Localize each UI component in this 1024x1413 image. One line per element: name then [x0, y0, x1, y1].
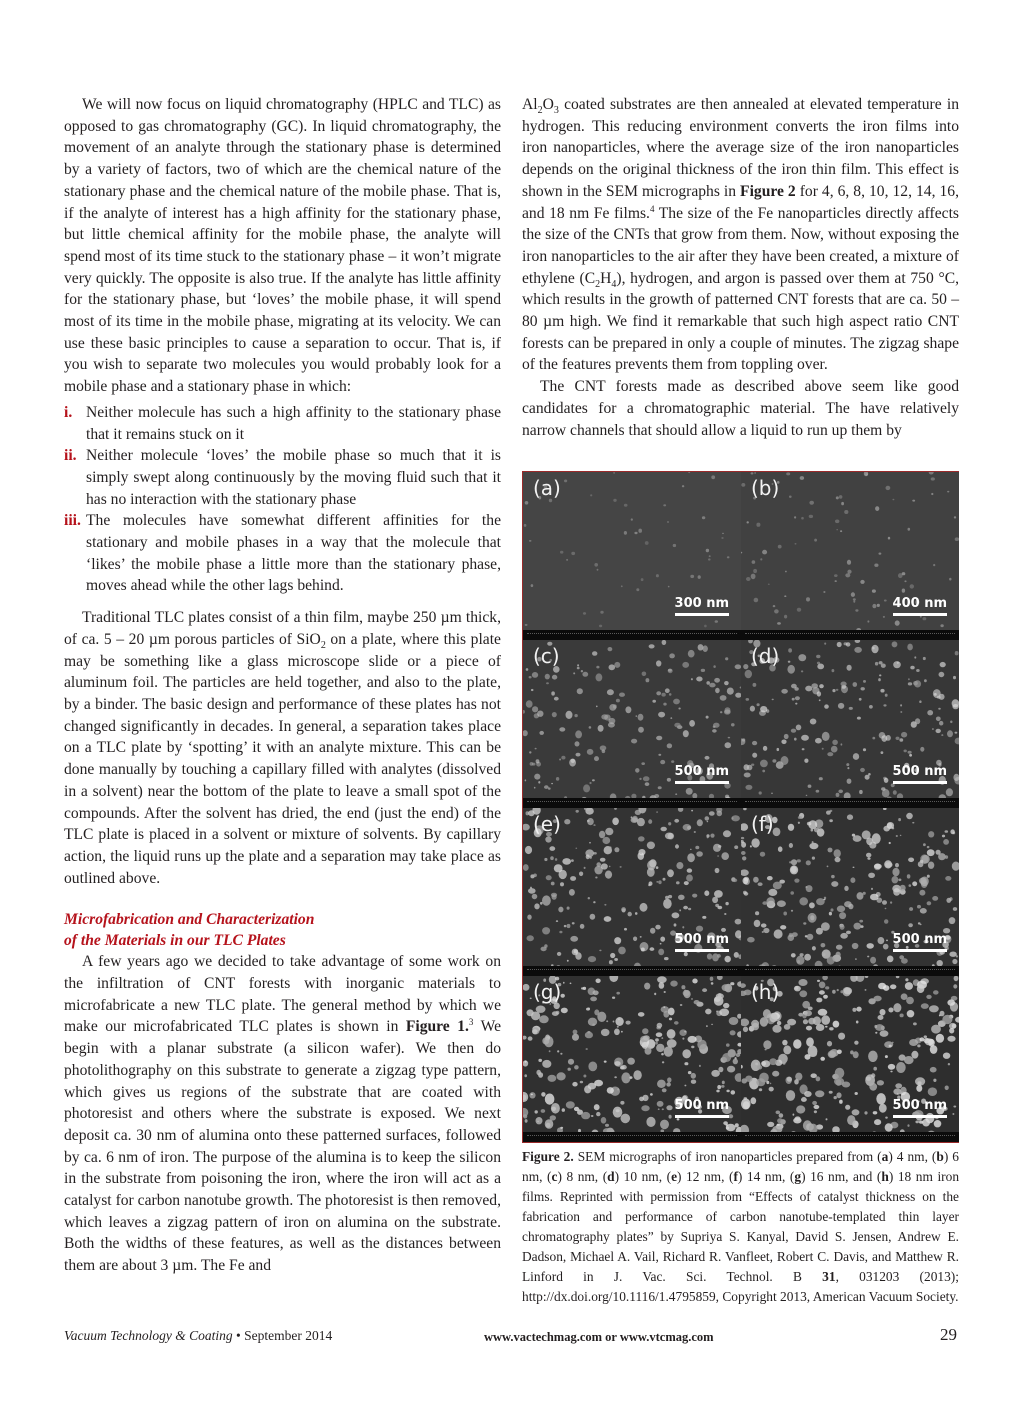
list-item: [64, 510, 501, 597]
intro-paragraph: We will now focus on liquid chromatography (HPLC and TLC) as opposed to gas chromatography (GC). In liquid chromatography, the movement of an analyte through the stationary phase is determined by a variety of factors, two of which are the chemical nature of the stationary phase and the chemical nature of the mobile phase. That is, if the analyte of interest has a high affinity for the stationary phase, but little chemical affinity for the mobile phase, the analyte will spend most of its time stuck to the stationary phase – it won’t migrate very quickly. The opposite is also true. If the analyte has little affinity for the stationary phase, but ‘loves’ the mobile phase, it will spend most of its time in the mobile phase, migrating at its velocity. We can use these basic principles to cause a separation to occur. That is, if you wish to separate two molecules you would probably look for a mobile phase and a stationary phase in which:: [64, 96, 501, 396]
list-item: [64, 402, 501, 445]
scale-bar: [675, 596, 729, 616]
section-heading-line: of the Materials in our TLC Plates: [64, 932, 286, 950]
right-column: [522, 94, 959, 441]
annealing-paragraph: $Al_2O_3$ coated substrates are then annealed at elevated temperature in hydrogen. This reducing environment converts the iron films into iron nanoparticles, where the average size of the iron nanoparticles depends on the original thickness of the iron thin film. This effect is shown in the SEM micrographs in Figure 2 for 4, 6, 8, 10, 12, 14, 16, and 18 nm Fe films.$^4$ The size of the Fe nanoparticles directly affects the size of the CNTs that grow from them. Now, without exposing the iron nanoparticles to the air after they have been created, a mixture of ethylene $(C_2H_4)$, hydrogen, and argon is passed over them at 750 °C, which results in the growth of patterned CNT forests that are ca. 50 – 80 µm high. We find it remarkable that such high aspect ratio CNT forests can be prepared in only a couple of minutes. The zigzag shape of the features prevents them from toppling over.: [522, 96, 959, 374]
list-item: [64, 445, 501, 510]
figure-caption: Figure 2. SEM micrographs of iron nanoparticles prepared from (a) 4 nm, (b) 6 nm, (c) 8 nm, (d) 10 nm, (e) 12 nm, (f) 14 nm, (g) 16 nm, and (h) 18 nm iron films. Reprinted with permission from “Effects of catalyst thickness on the fabrication and performance of carbon nanotube-templated thin layer chromatography plates” by Supriya S. Kanyal, David S. Jensen, Andrew E. Dadson, Michael A. Vail, Richard R. Vanfleet, Robert C. Davis, and Matthew R. Linford in J. Vac. Sci. Technol. B 31, 031203 (2013); http://dx.doi.org/10.1116/1.4795859, Copyright 2013, American Vacuum Society.: [522, 1149, 960, 1304]
footer-journal: [64, 1328, 332, 1344]
sem-figure: [522, 471, 959, 1143]
journal-name: Vacuum Technology & Coating: [64, 1328, 233, 1343]
sem-panel-d: [741, 640, 959, 808]
sem-panel-f: [741, 808, 959, 976]
scale-bar: [893, 1098, 947, 1118]
panel-label: (c): [533, 644, 560, 668]
issue-date: September 2014: [244, 1328, 333, 1343]
conditions-list: [64, 402, 501, 597]
list-item-text: Neither molecule has such a high affinity to the stationary phase that it remains stuck on it: [86, 403, 501, 443]
panel-label: (d): [751, 644, 780, 668]
scale-label: 500 nm: [674, 932, 729, 947]
panel-label: (h): [751, 980, 780, 1004]
microfabrication-paragraph: A few years ago we decided to take advantage of some work on the infiltration of CNT forests with inorganic materials to microfabricate a new TLC plate. The general method by which we make our microfabricated TLC plates is shown in Figure 1.$^3$ We begin with a planar substrate (a silicon wafer). We then do photolithography on this substrate to generate a zigzag type pattern, which gives us regions of the substrate that are coated with photoresist and others where the substrate is exposed. We next deposit ca. 30 nm of alumina onto these patterned surfaces, followed by ca. 6 nm of iron. The purpose of the alumina is to keep the silicon in the substrate from poisoning the iron, where the iron will act as a catalyst for carbon nanotube growth. The photoresist is then removed, which leaves a zigzag pattern of iron on alumina on the substrate. Both the widths of these features, as well as the distances between them are about 3 µm. The Fe and: [64, 953, 501, 1275]
scale-bar: [893, 596, 947, 616]
sem-panel-g: [523, 976, 741, 1142]
panel-label: (a): [533, 476, 561, 500]
panel-label: (e): [533, 812, 561, 836]
footer-website: www.vactechmag.com or www.vtcmag.com: [484, 1330, 714, 1344]
cnt-forest-paragraph: The CNT forests made as described above seem like good candidates for a chromatographic material. The have relatively narrow channels that should allow a liquid to run up them by: [522, 378, 959, 439]
scale-bar: [675, 932, 729, 952]
list-item-text: The molecules have somewhat different affinities for the stationary and mobile phases in a way that the molecule that ‘likes’ the mobile phase a little more than the stationary phase, moves ahead while the other lags behind.: [86, 512, 501, 595]
scale-bar: [893, 764, 947, 784]
sem-panel-e: [523, 808, 741, 976]
page-number: 29: [940, 1325, 957, 1344]
section-heading-line: Microfabrication and Characterization: [64, 911, 315, 929]
scale-bar: [675, 1098, 729, 1118]
sem-panel-h: [741, 976, 959, 1142]
panel-label: (f): [751, 812, 774, 836]
list-item-text: Neither molecule ‘loves’ the mobile phase so much that it is simply swept along continuously by the moving fluid such that it has no interaction with the stationary phase: [86, 447, 501, 508]
scale-label: 500 nm: [892, 764, 947, 779]
left-column: [64, 94, 501, 1277]
scale-label: 500 nm: [892, 932, 947, 947]
scale-label: 500 nm: [674, 764, 729, 779]
list-marker: iii.: [64, 512, 81, 530]
panel-label: (b): [751, 476, 780, 500]
scale-bar: [893, 932, 947, 952]
tlc-paragraph: Traditional TLC plates consist of a thin film, maybe 250 µm thick, of ca. 5 – 20 µm porous particles of SiO$_2$ on a plate, where this plate may be something like a glass microscope slide or a piece of aluminum foil. The particles are held together, and also to the plate, by a binder. The basic design and performance of these plates has not changed significantly in decades. In general, a separation takes place on a TLC plate by ‘spotting’ it with an analyte mixture. This can be done manually by touching a capillary filled with analytes (dissolved in a solvent) near the bottom of the plate to leave a small spot of the compounds. After the solvent has dried, the end (just the end) of the TLC plate is placed in a solvent or mixture of solvents. By capillary action, the liquid runs up the plate and a separation may take place as outlined above.: [64, 609, 501, 887]
sem-panel-c: [523, 640, 741, 808]
list-marker: ii.: [64, 447, 77, 465]
scale-label: 300 nm: [674, 596, 729, 611]
scale-label: 500 nm: [674, 1098, 729, 1113]
scale-bar: [675, 764, 729, 784]
sem-panel-b: [741, 472, 959, 640]
scale-label: 500 nm: [892, 1098, 947, 1113]
footer-separator: •: [236, 1328, 241, 1343]
scale-label: 400 nm: [892, 596, 947, 611]
panel-label: (g): [533, 980, 562, 1004]
list-marker: i.: [64, 403, 73, 421]
section-heading: [64, 909, 501, 951]
sem-panel-a: [523, 472, 741, 640]
